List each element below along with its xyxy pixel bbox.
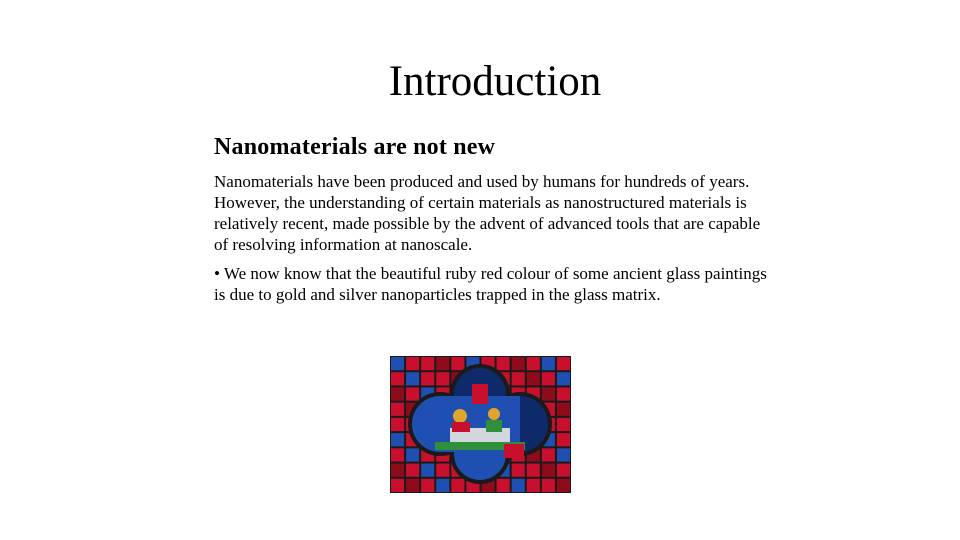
glass-pane (527, 372, 540, 385)
glass-pane (391, 372, 404, 385)
bullet-paragraph: • We now know that the beautiful ruby red colour of some ancient glass paintings is due to gold and silver nanoparticles trapped in the glass matrix. (214, 264, 767, 304)
glass-pane (557, 403, 570, 416)
glass-pane (421, 357, 434, 370)
glass-pane (406, 387, 419, 400)
glass-pane (497, 357, 510, 370)
subheading: Nanomaterials are not new (214, 134, 496, 160)
glass-pane (406, 372, 419, 385)
glass-pane (512, 357, 525, 370)
glass-pane (542, 387, 555, 400)
glass-pane (451, 357, 464, 370)
stained-glass-image (390, 356, 571, 493)
glass-pane (542, 448, 555, 461)
glass-pane (436, 479, 449, 492)
glass-pane (527, 479, 540, 492)
glass-pane (391, 387, 404, 400)
glass-pane (436, 372, 449, 385)
figure-red-robe (452, 422, 470, 432)
glass-pane (542, 357, 555, 370)
glass-pane (542, 479, 555, 492)
figure-green-robe (486, 420, 502, 432)
glass-pane (421, 372, 434, 385)
intro-paragraph: Nanomaterials have been produced and used by humans for hundreds of years. However, the understanding of certain materials as nanostructured materials is relatively recent, made possible by the advent of advanced tools that are capable of resolving information at nanoscale. (214, 172, 761, 254)
glass-pane (542, 464, 555, 477)
tree-detail (472, 384, 488, 404)
glass-pane (512, 464, 525, 477)
glass-pane (542, 372, 555, 385)
glass-pane (406, 464, 419, 477)
glass-pane (391, 418, 404, 431)
glass-pane (391, 479, 404, 492)
glass-pane (557, 387, 570, 400)
glass-pane (512, 372, 525, 385)
glass-pane (436, 464, 449, 477)
slide-content (214, 132, 774, 313)
glass-pane (557, 448, 570, 461)
slide-title: Introduction (388, 58, 602, 105)
glass-pane (557, 372, 570, 385)
glass-pane (406, 479, 419, 492)
stained-glass-window-image (390, 356, 571, 493)
glass-pane (512, 479, 525, 492)
glass-pane (391, 448, 404, 461)
glass-pane (436, 357, 449, 370)
figure-halo (488, 408, 500, 420)
glass-pane (557, 418, 570, 431)
glass-pane (421, 464, 434, 477)
figure-red-detail (504, 444, 524, 458)
glass-pane (557, 357, 570, 370)
glass-pane (406, 448, 419, 461)
glass-pane (406, 357, 419, 370)
glass-pane (451, 479, 464, 492)
glass-pane (557, 479, 570, 492)
glass-pane (421, 479, 434, 492)
glass-pane (391, 403, 404, 416)
glass-pane (497, 479, 510, 492)
glass-pane (557, 433, 570, 446)
glass-pane (527, 464, 540, 477)
figure-halo (453, 409, 467, 423)
glass-pane (391, 357, 404, 370)
glass-pane (527, 357, 540, 370)
glass-pane (391, 464, 404, 477)
glass-pane (391, 433, 404, 446)
glass-pane (557, 464, 570, 477)
